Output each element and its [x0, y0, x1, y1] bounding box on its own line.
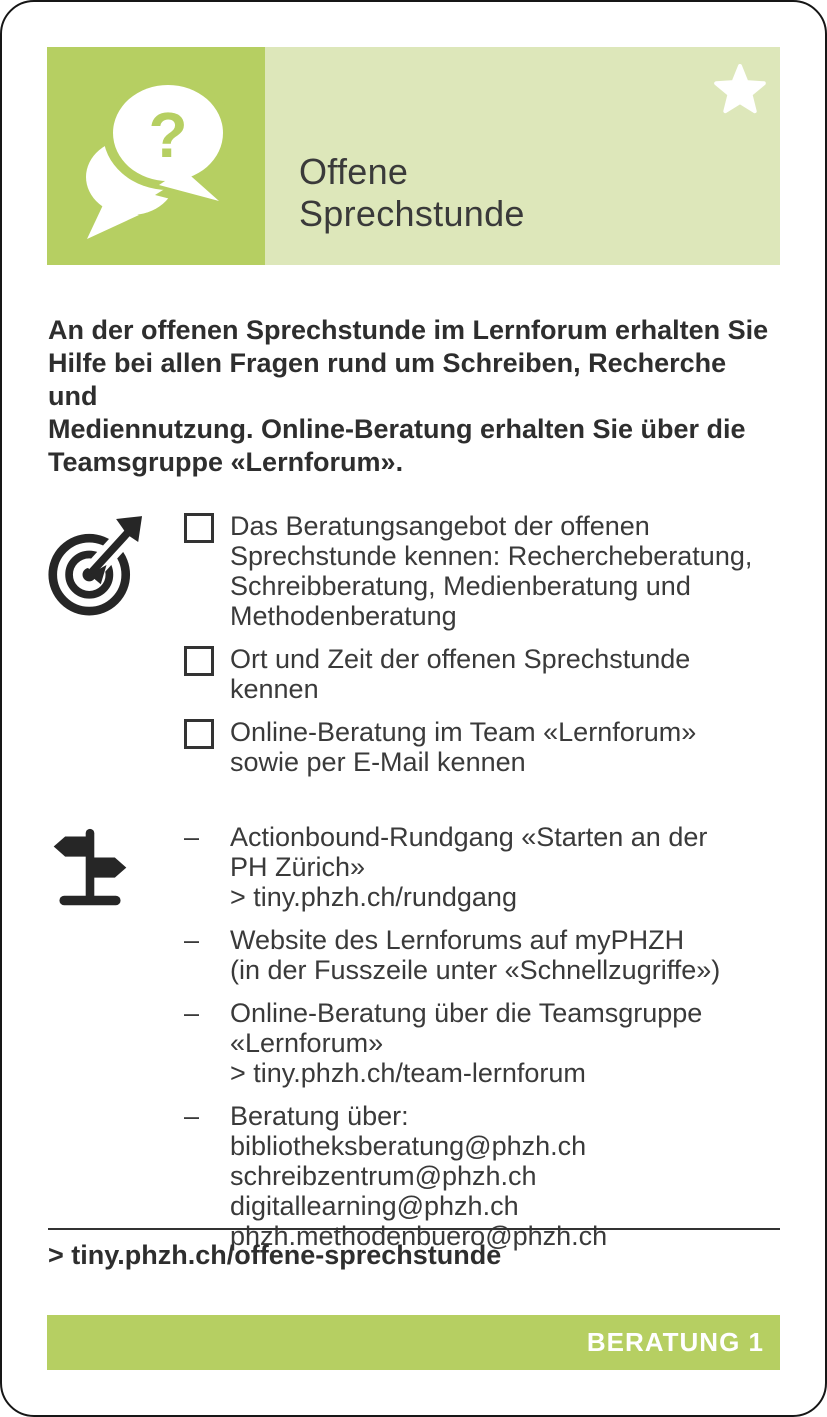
resource-item-text: Online-Beratung über die Teamsgruppe «Lernforum» > tiny.phzh.ch/team-lernforum — [230, 998, 703, 1088]
footer-badge-bar — [47, 1315, 780, 1370]
speech-bubbles-question-icon — [47, 47, 265, 265]
checkbox — [184, 513, 214, 543]
resource-item — [184, 925, 780, 985]
header-icon-panel — [47, 47, 265, 265]
checklist-item-text: Das Beratungsangebot der offenen Sprechstunde kennen: Rechercheberatung, Schreibberatung, Medienberatung und Methodenberatung — [230, 511, 753, 631]
signpost-icon — [47, 826, 133, 912]
resource-item — [184, 998, 780, 1088]
checkbox — [184, 719, 214, 749]
card-header — [47, 47, 780, 265]
checkbox — [184, 646, 214, 676]
star-icon — [714, 64, 766, 114]
resource-list — [184, 822, 780, 1251]
checklist-item-text: Online-Beratung im Team «Lernforum» sowie per E-Mail kennen — [230, 717, 697, 777]
dash-bullet: – — [184, 925, 200, 955]
divider — [48, 1228, 780, 1230]
resource-item — [184, 822, 780, 912]
resource-item-text: Beratung über: bibliotheksberatung@phzh.ch schreibzentrum@phzh.ch digitallearning@phzh.ch phzh.methodenbuero@phzh.ch — [230, 1101, 608, 1251]
checklist-item — [184, 511, 780, 631]
page-title: Offene Sprechstunde — [299, 151, 525, 234]
badge-label: BERATUNG 1 — [586, 1327, 764, 1357]
dash-bullet: – — [184, 998, 200, 1028]
checklist — [184, 511, 780, 777]
question-mark-glyph: ? — [148, 99, 188, 171]
resources-section — [2, 822, 825, 1251]
footer-link: > tiny.phzh.ch/offene-sprechstunde — [48, 1240, 502, 1270]
checklist-item — [184, 717, 780, 777]
checklist-item — [184, 644, 780, 704]
intro-text: An der offenen Sprechstunde im Lernforum erhalten Sie Hilfe bei allen Fragen rund um Schreiben, Recherche und Mediennutzung. Online-Beratung erhalten Sie über die Teamsgruppe «Lernforum». — [48, 315, 769, 477]
header-title-panel — [265, 47, 780, 265]
target-icon — [47, 515, 143, 617]
checklist-item-text: Ort und Zeit der offenen Sprechstunde kennen — [230, 644, 691, 704]
dash-bullet: – — [184, 822, 200, 852]
resource-item-text: Website des Lernforums auf myPHZH (in der Fusszeile unter «Schnellzugriffe») — [230, 925, 721, 985]
resource-item-text: Actionbound-Rundgang «Starten an der PH Zürich» > tiny.phzh.ch/rundgang — [230, 822, 708, 912]
learning-goals-section — [2, 511, 825, 777]
dash-bullet: – — [184, 1101, 200, 1131]
